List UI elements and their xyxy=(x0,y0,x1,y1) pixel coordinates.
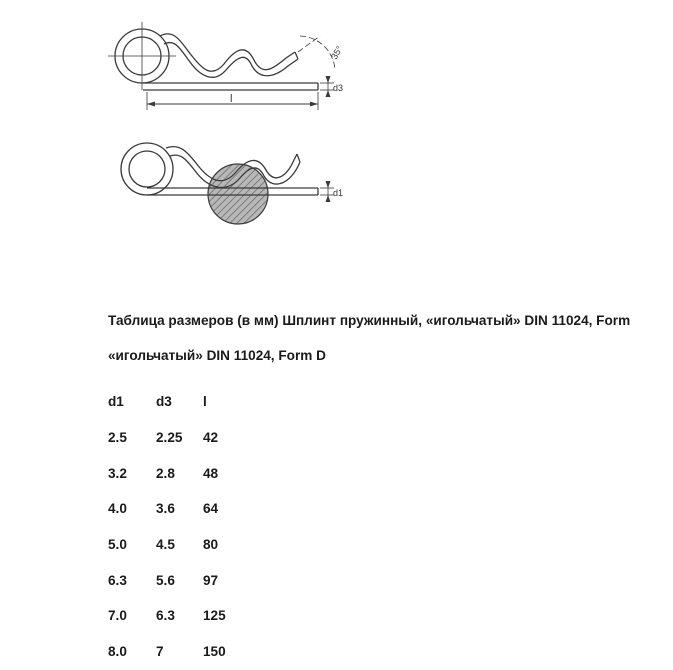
cell-d1: 3.2 xyxy=(108,465,127,481)
cell-l: 150 xyxy=(203,644,226,660)
cell-d1: 5.0 xyxy=(108,537,127,553)
table-row xyxy=(108,562,263,598)
table-row xyxy=(108,420,263,456)
cell-d3: 5.6 xyxy=(156,572,175,588)
cell-d1: 2.5 xyxy=(108,430,127,446)
table-row xyxy=(108,491,263,527)
cotter-pin-drawing-bottom xyxy=(0,130,673,230)
table-row xyxy=(108,598,263,634)
cell-l: 42 xyxy=(203,430,219,446)
shaft-section xyxy=(208,164,268,224)
cell-l: 125 xyxy=(203,608,226,624)
cell-d1: 6.3 xyxy=(108,572,127,588)
table-title-line-1: Таблица размеров (в мм) Шплинт пружинный, «игольчатый» DIN 11024, Form xyxy=(108,313,631,328)
cell-d1: 8.0 xyxy=(108,644,127,660)
technical-drawings xyxy=(0,0,673,300)
table-header-row xyxy=(108,384,263,420)
cotter-pin-drawing-top xyxy=(0,0,673,130)
cell-d3: 2.25 xyxy=(156,430,183,446)
cell-d3: 6.3 xyxy=(156,608,175,624)
table-row xyxy=(108,527,263,563)
table-row xyxy=(108,455,263,491)
label-d1: d1 xyxy=(333,188,344,198)
cell-l: 97 xyxy=(203,572,219,588)
table-row xyxy=(108,634,263,670)
dimensions-table xyxy=(108,384,263,670)
column-header-d1: d1 xyxy=(108,394,124,410)
cell-d1: 7.0 xyxy=(108,608,127,624)
table-title-line-2: «игольчатый» DIN 11024, Form D xyxy=(108,348,326,363)
cell-d3: 7 xyxy=(156,644,164,660)
cell-d1: 4.0 xyxy=(108,501,127,517)
cell-d3: 4.5 xyxy=(156,537,175,553)
label-d3: d3 xyxy=(333,83,344,93)
cell-d3: 3.6 xyxy=(156,501,175,517)
label-angle: 35° xyxy=(329,44,345,61)
cell-l: 80 xyxy=(203,537,219,553)
column-header-l: l xyxy=(203,394,207,410)
column-header-d3: d3 xyxy=(156,394,172,410)
cell-d3: 2.8 xyxy=(156,465,175,481)
cell-l: 48 xyxy=(203,465,219,481)
label-l: l xyxy=(230,93,233,105)
cell-l: 64 xyxy=(203,501,219,517)
